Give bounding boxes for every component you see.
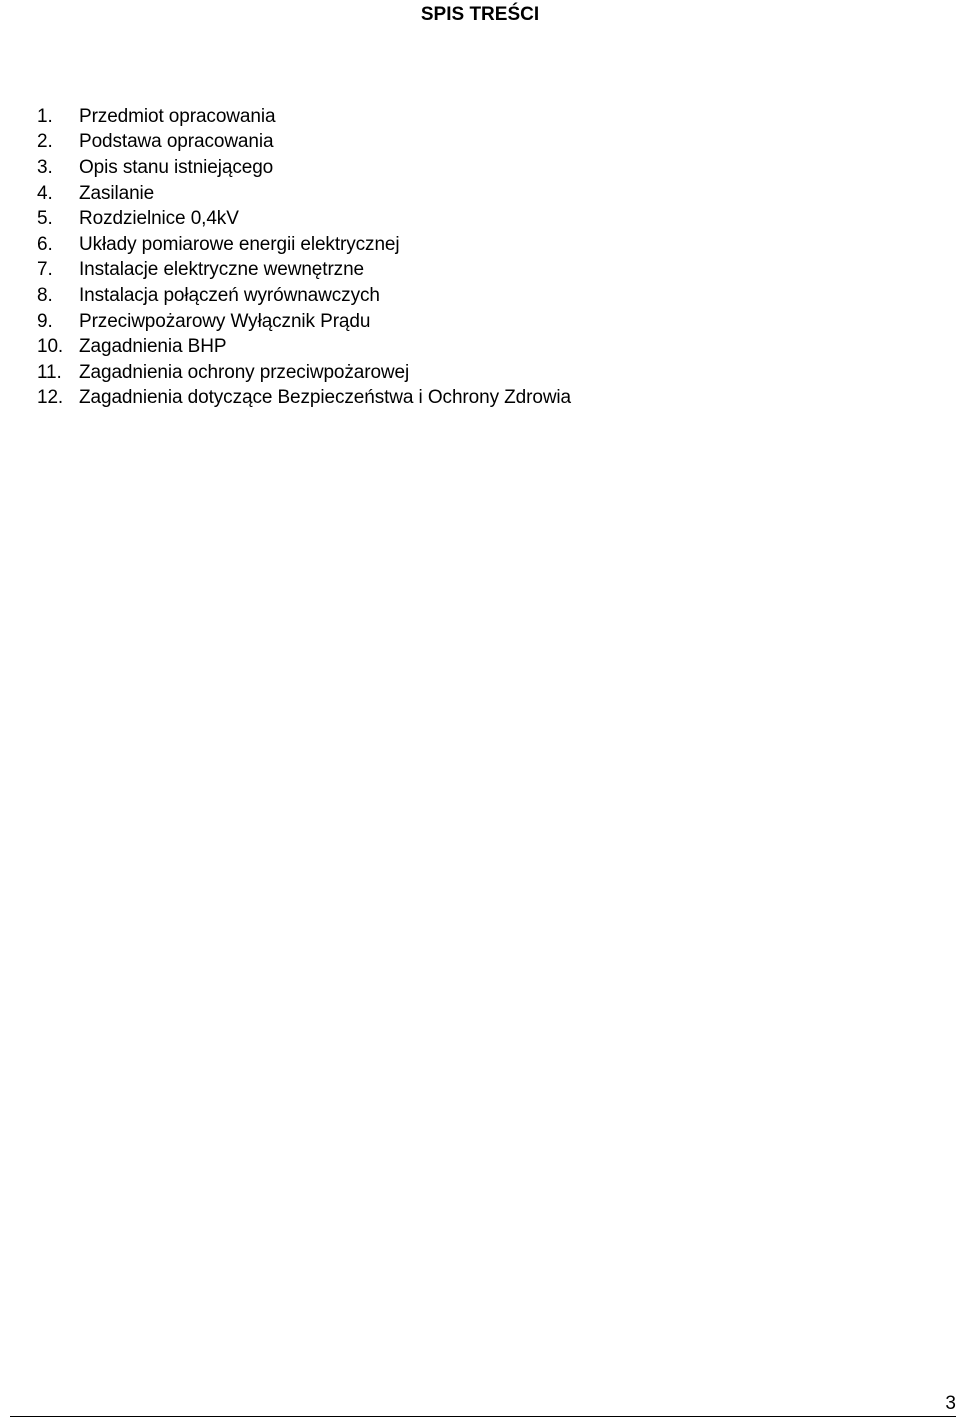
toc-item-number: 12. [37,387,64,409]
toc-item-number: 8. [37,284,53,306]
toc-item [37,104,571,130]
toc-item-number: 11. [37,361,62,383]
page-title: SPIS TREŚCI [420,4,540,25]
table-of-contents [37,104,571,411]
toc-item-number: 2. [37,131,53,153]
toc-item-number: 10. [37,336,64,358]
toc-item-number: 5. [37,208,53,230]
toc-item [37,232,571,258]
toc-item-label: Układy pomiarowe energii elektrycznej [79,233,400,255]
toc-item [37,130,571,156]
toc-item-number: 7. [37,259,53,281]
toc-item-number: 1. [37,105,53,127]
toc-item-label: Instalacja połączeń wyrównawczych [79,284,380,306]
toc-item-label: Przeciwpożarowy Wyłącznik Prądu [79,310,371,332]
toc-item-label: Zagadnienia BHP [79,336,227,358]
toc-item-label: Rozdzielnice 0,4kV [79,208,239,230]
toc-item-label: Zagadnienia dotyczące Bezpieczeństwa i Ochrony Zdrowia [79,387,572,409]
toc-item-number: 4. [37,182,53,204]
toc-item [37,360,571,386]
toc-item [37,181,571,207]
toc-item [37,155,571,181]
toc-item-label: Przedmiot opracowania [79,105,276,127]
toc-item [37,283,571,309]
toc-item-label: Zagadnienia ochrony przeciwpożarowej [79,361,410,383]
toc-item [37,334,571,360]
toc-item [37,309,571,335]
toc-item-label: Opis stanu istniejącego [79,156,274,178]
toc-item-label: Instalacje elektryczne wewnętrzne [79,259,365,281]
toc-item-label: Podstawa opracowania [79,131,274,153]
toc-item-label: Zasilanie [79,182,155,204]
toc-item-number: 3. [37,156,53,178]
footer-divider [10,1416,956,1417]
toc-item [37,206,571,232]
toc-item [37,258,571,284]
toc-item-number: 6. [37,233,53,255]
toc-item [37,386,571,412]
toc-item-number: 9. [37,310,53,332]
page-number: 3 [945,1393,956,1414]
